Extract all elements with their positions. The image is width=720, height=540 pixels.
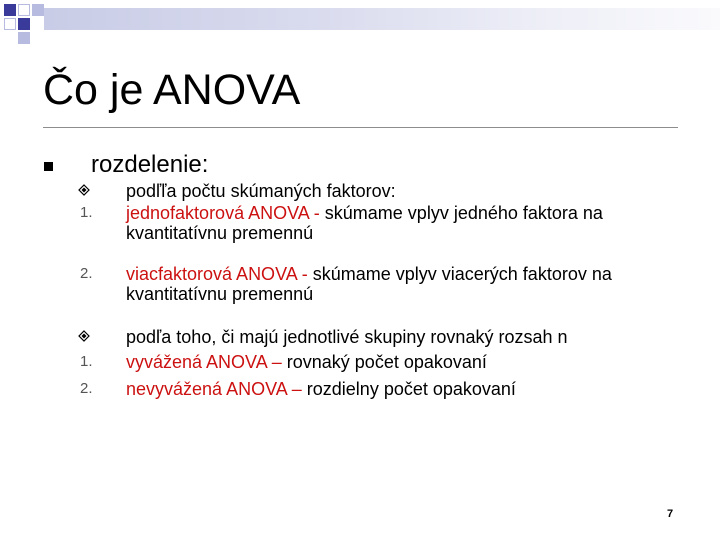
decor-square-icon (18, 32, 30, 44)
diamond-bullet-icon (78, 181, 90, 201)
header-gradient-bar (44, 8, 720, 30)
decor-square-icon (32, 4, 44, 16)
list-item-desc: skúmame vplyv viacerých faktorov na kvantitatívnu premennú (126, 264, 612, 304)
group2-heading: podľa toho, či majú jednotlivé skupiny rovnaký rozsah n (126, 327, 568, 347)
diamond-bullet-icon (78, 327, 90, 347)
list-number: 1. (80, 204, 93, 221)
list-item-desc: rovnaký počet opakovaní (281, 352, 487, 372)
list-item-desc: rozdielny počet opakovaní (301, 379, 516, 399)
list-item (126, 203, 686, 243)
list-number: 2. (80, 380, 93, 397)
list-item-term: viacfaktorová ANOVA - (126, 264, 308, 284)
decor-square-icon (18, 4, 30, 16)
list-item-term: jednofaktorová ANOVA - (126, 203, 320, 223)
group1-heading: podľľa počtu skúmaných faktorov: (126, 181, 396, 201)
page-number: 7 (667, 508, 674, 520)
decor-square-icon (4, 18, 16, 30)
list-item-term: nevyvážená ANOVA – (126, 379, 302, 399)
list-item-term: vyvážená ANOVA – (126, 352, 282, 372)
list-item (126, 379, 686, 399)
decor-square-icon (18, 18, 30, 30)
title-divider (43, 127, 678, 128)
list-item (126, 352, 686, 372)
list-number: 2. (80, 265, 93, 282)
slide-title: Čo je ANOVA (43, 66, 301, 114)
list-number: 1. (80, 353, 93, 370)
decor-square-icon (4, 4, 16, 16)
list-item-desc: skúmame vplyv jedného faktora na kvantitatívnu premennú (126, 203, 603, 243)
square-bullet-icon (44, 162, 53, 171)
list-item (126, 264, 686, 304)
level1-text: rozdelenie: (91, 151, 209, 178)
